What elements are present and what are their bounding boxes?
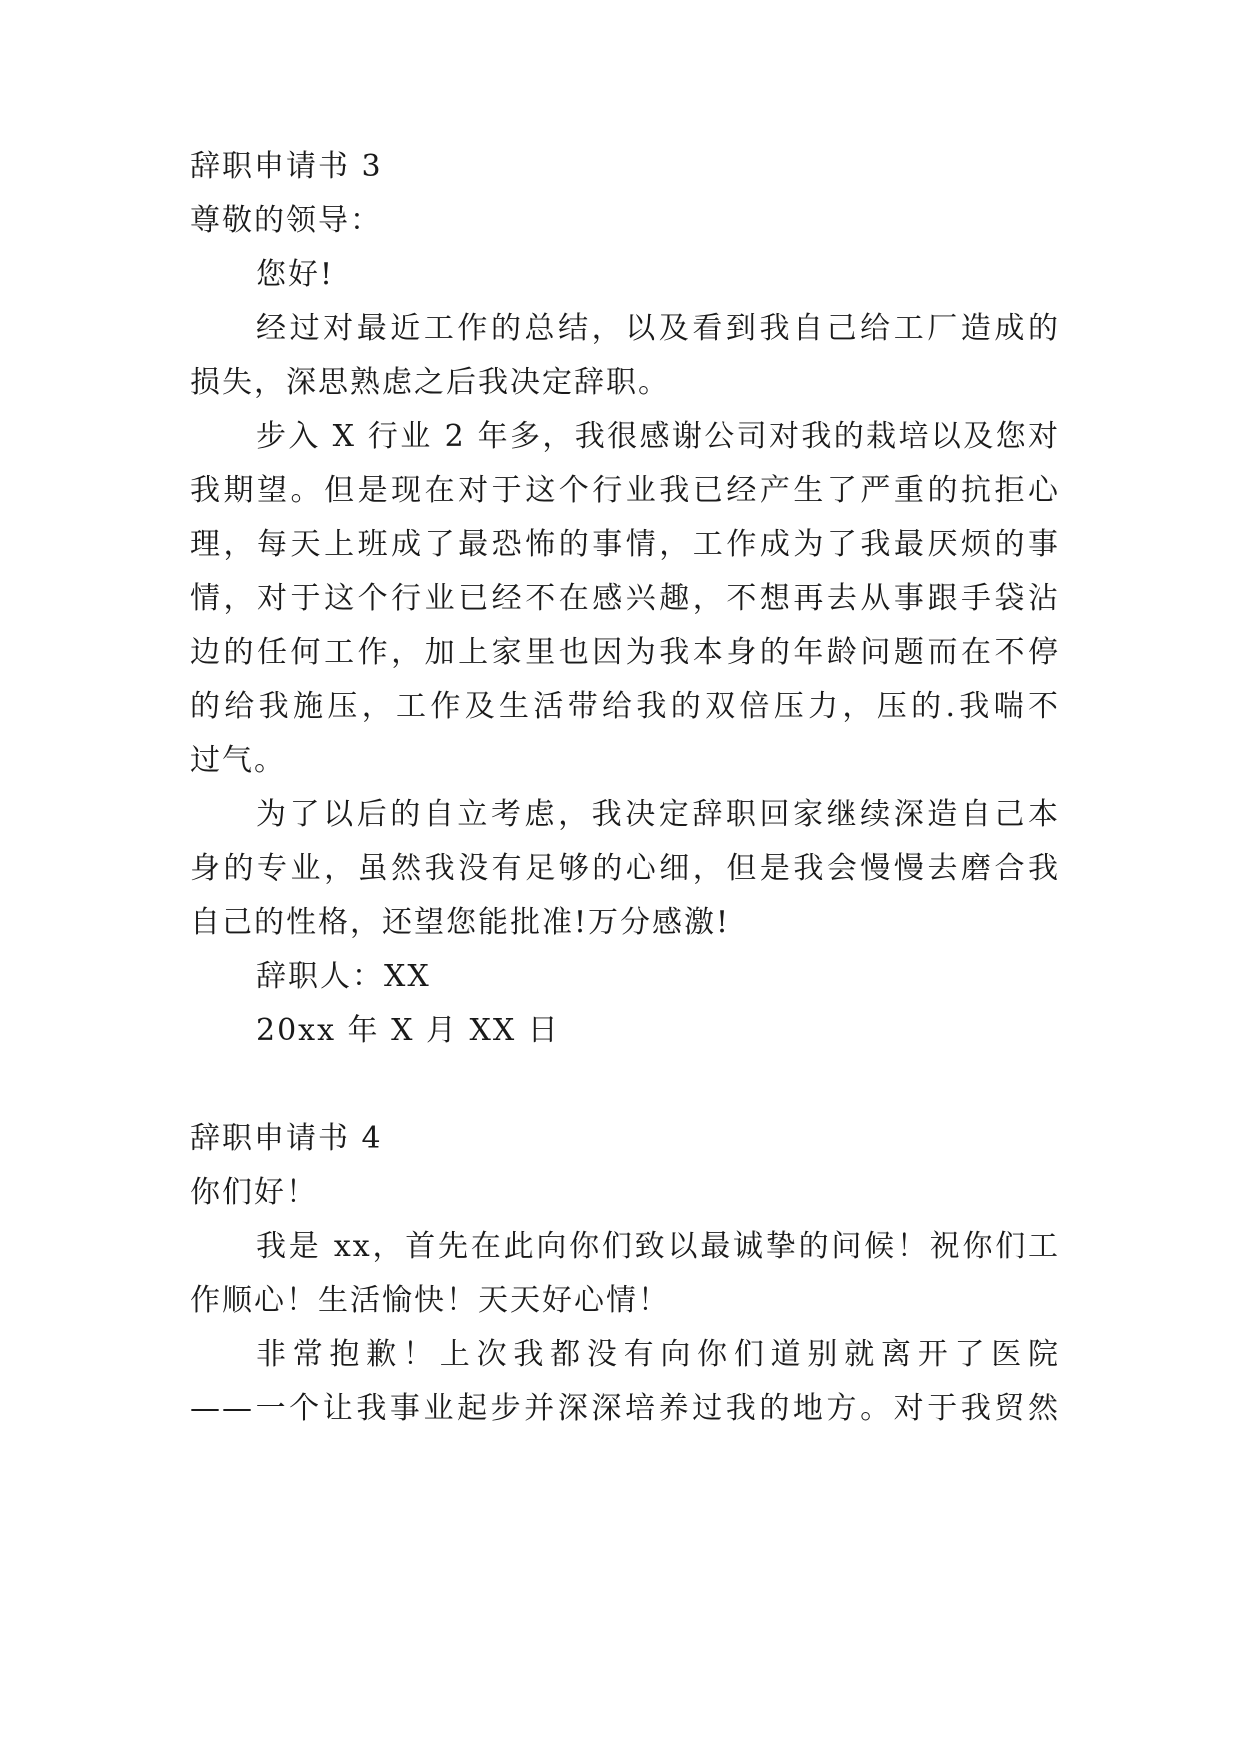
letter3-p2-line: 过气。 [190,743,286,778]
letter3-signer: 辞职人：XX [256,959,431,994]
letter3-p2-line: 理，每天上班成了最恐怖的事情，工作成为了我最厌烦的事 [190,527,1060,562]
letter4-title: 辞职申请书 4 [190,1121,383,1156]
letter3-p3-line: 为了以后的自立考虑，我决定辞职回家继续深造自己本 [256,797,1060,832]
letter3-p2-line: 的给我施压，工作及生活带给我的双倍压力，压的.我喘不 [190,689,1060,724]
letter3-p1-line: 损失，深思熟虑之后我决定辞职。 [190,365,670,400]
letter3-date: 20xx 年 X 月 XX 日 [256,1013,560,1048]
letter3-p2-line: 我期望。但是现在对于这个行业我已经产生了严重的抗拒心 [190,473,1060,508]
letter3-salutation: 尊敬的领导： [190,203,382,238]
letter4-p2-line: ——一个让我事业起步并深深培养过我的地方。对于我贸然 [190,1391,1060,1426]
letter4-p2-line: 非常抱歉！上次我都没有向你们道别就离开了医院 [256,1337,1060,1372]
letter3-title: 辞职申请书 3 [190,149,383,184]
letter3-p2-line: 步入 X 行业 2 年多，我很感谢公司对我的栽培以及您对 [256,419,1060,454]
letter4-p1-line: 作顺心！生活愉快！天天好心情！ [190,1283,670,1318]
letter3-p1-line: 经过对最近工作的总结，以及看到我自己给工厂造成的 [256,311,1060,346]
letter4-salutation: 你们好！ [190,1175,318,1210]
letter3-greeting: 您好! [256,257,335,292]
letter3-p2-line: 边的任何工作，加上家里也因为我本身的年龄问题而在不停 [190,635,1060,670]
letter3-p3-line: 身的专业，虽然我没有足够的心细，但是我会慢慢去磨合我 [190,851,1060,886]
letter4-p1-line: 我是 xx，首先在此向你们致以最诚挚的问候！祝你们工 [256,1229,1060,1264]
letter3-p3-line: 自己的性格，还望您能批准!万分感激! [190,905,731,940]
letter3-p2-line: 情，对于这个行业已经不在感兴趣，不想再去从事跟手袋沾 [190,581,1060,616]
